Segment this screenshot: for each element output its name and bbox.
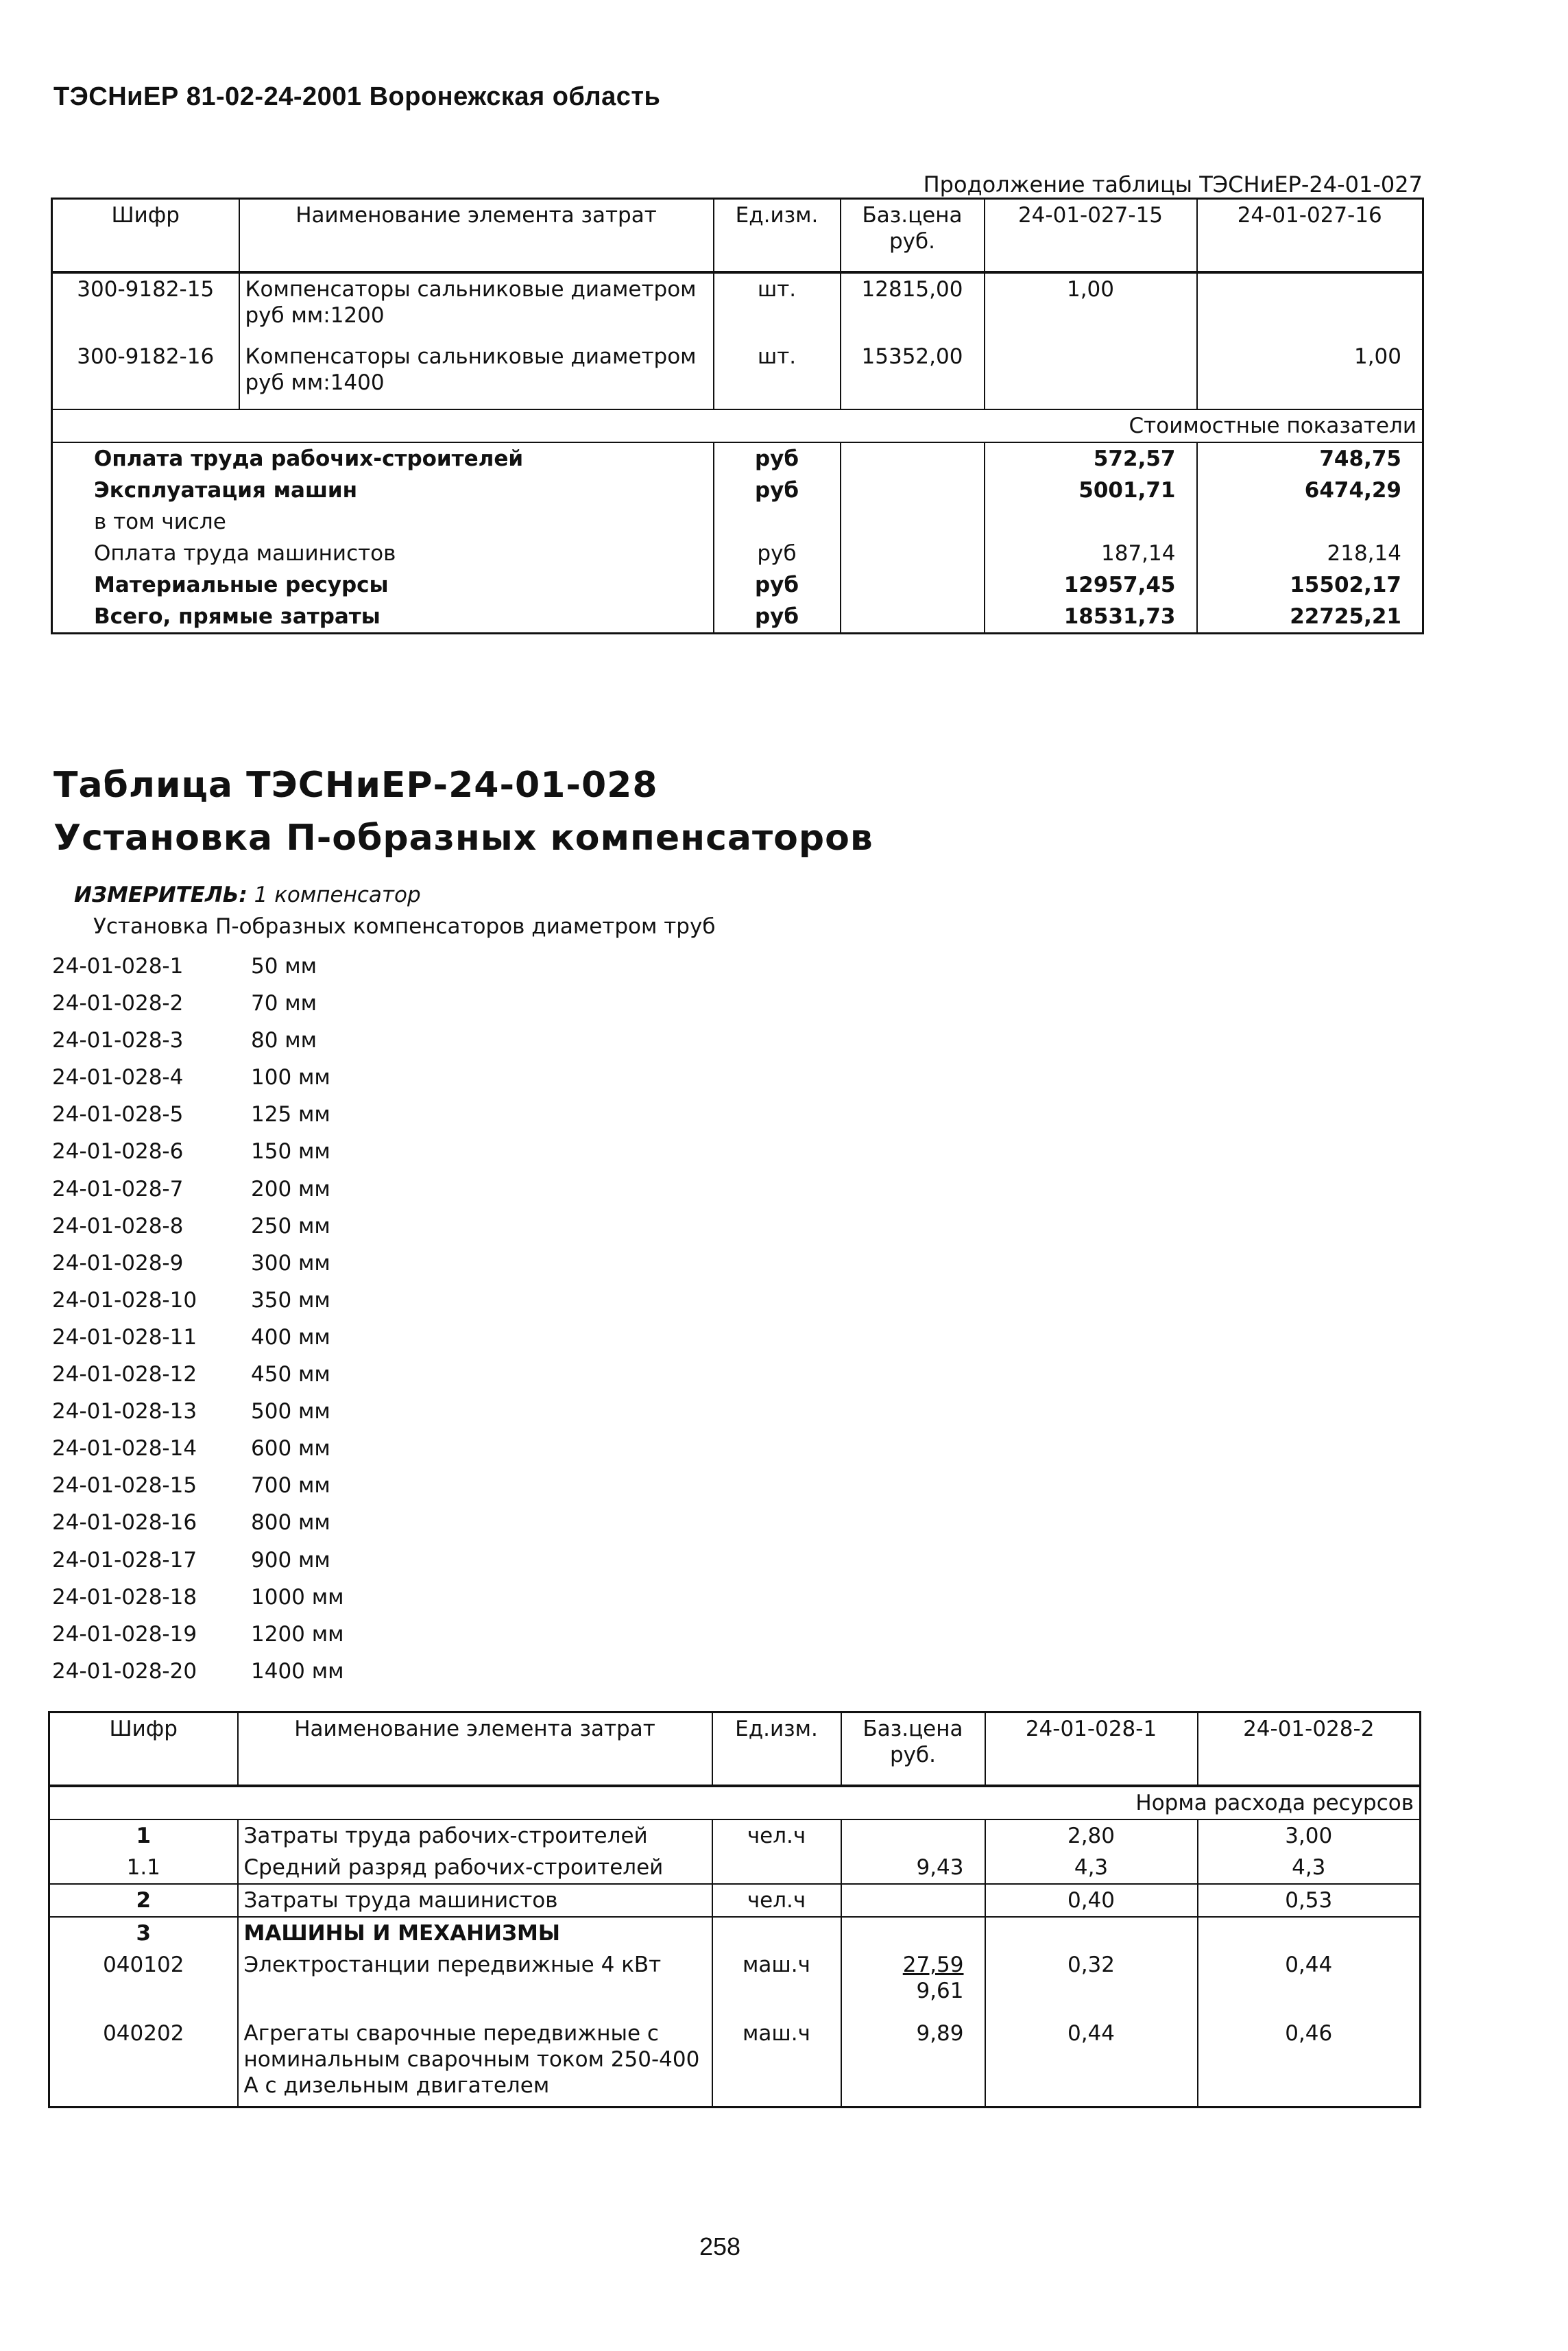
price-base: 27,59 <box>902 1953 964 1977</box>
cost-row <box>52 601 1423 634</box>
cost-value-1: 18531,73 <box>985 601 1197 634</box>
row-name: Агрегаты сварочные передвижные с номинальным сварочным током 250-400 А с дизельным двигателем <box>238 2018 712 2107</box>
cost-value-1: 572,57 <box>985 442 1197 475</box>
page-header: ТЭСНиЕР 81-02-24-2001 Воронежская область <box>53 82 661 111</box>
cost-value-1 <box>985 506 1197 538</box>
item-size: 600 мм <box>251 1436 330 1461</box>
list-item <box>52 1542 344 1579</box>
row-unit: чел.ч <box>712 1884 841 1917</box>
item-size: 500 мм <box>251 1399 330 1424</box>
cost-name: Всего, прямые затраты <box>94 604 381 629</box>
row-value-2: 4,3 <box>1198 1852 1421 1884</box>
list-item <box>52 1171 344 1208</box>
item-code: 24-01-028-18 <box>52 1584 197 1610</box>
row-price: 15352,00 <box>841 341 985 409</box>
cost-value-2 <box>1197 506 1423 538</box>
item-size: 450 мм <box>251 1362 330 1387</box>
row-unit <box>712 1917 841 1949</box>
row-code: 300-9182-16 <box>77 344 215 369</box>
row-name: Компенсаторы сальниковые диаметром руб мм:1400 <box>239 341 714 409</box>
item-size: 900 мм <box>251 1547 330 1573</box>
code-list <box>52 948 344 1690</box>
cost-unit <box>714 506 841 538</box>
item-code: 24-01-028-16 <box>52 1510 197 1536</box>
table-title: Таблица ТЭСНиЕР-24-01-028 <box>53 765 658 806</box>
row-code: 040102 <box>103 1953 184 1977</box>
item-size: 700 мм <box>251 1473 330 1499</box>
list-item <box>52 1653 344 1690</box>
row-name: Затраты труда рабочих-строителей <box>238 1819 712 1852</box>
column-header: Ед.изм. <box>714 199 841 273</box>
column-header: Наименование элемента затрат <box>239 199 714 273</box>
row-value-2 <box>1198 1917 1421 1949</box>
row-code: 300-9182-15 <box>77 277 215 302</box>
row-name: Средний разряд рабочих-строителей <box>238 1852 712 1884</box>
cost-unit: руб <box>714 475 841 506</box>
item-size: 150 мм <box>251 1139 330 1165</box>
row-price <box>841 1949 985 2018</box>
list-item <box>52 1022 344 1059</box>
row-price <box>841 1917 985 1949</box>
cost-value-1: 187,14 <box>985 538 1197 569</box>
list-item <box>52 1504 344 1541</box>
row-value-1 <box>985 1917 1198 1949</box>
cost-value-2: 15502,17 <box>1197 569 1423 601</box>
item-code: 24-01-028-15 <box>52 1473 197 1499</box>
item-size: 1000 мм <box>251 1584 344 1610</box>
item-size: 300 мм <box>251 1250 330 1276</box>
meter-label: ИЗМЕРИТЕЛЬ: <box>74 883 248 907</box>
row-price: 12815,00 <box>841 272 985 341</box>
item-code: 24-01-028-4 <box>52 1065 184 1090</box>
row-unit: маш.ч <box>712 2018 841 2107</box>
item-code: 24-01-028-17 <box>52 1547 197 1573</box>
list-item <box>52 1059 344 1096</box>
row-value-2 <box>1197 272 1423 341</box>
table-row <box>49 1949 1421 2018</box>
row-unit: шт. <box>714 272 841 341</box>
cost-value-1: 5001,71 <box>985 475 1197 506</box>
row-value-1: 0,32 <box>985 1949 1198 2018</box>
cost-caption: Стоимостные показатели <box>52 409 1423 442</box>
row-unit: шт. <box>714 341 841 409</box>
list-item <box>52 1208 344 1245</box>
row-value-2: 0,46 <box>1198 2018 1421 2107</box>
column-header: 24-01-028-1 <box>985 1712 1198 1787</box>
row-price <box>841 1884 985 1917</box>
row-price <box>841 1819 985 1852</box>
item-code: 24-01-028-10 <box>52 1287 197 1313</box>
cost-unit: руб <box>714 601 841 634</box>
row-value-2: 0,53 <box>1198 1884 1421 1917</box>
row-value-2: 3,00 <box>1198 1819 1421 1852</box>
item-size: 350 мм <box>251 1287 330 1313</box>
table-row <box>52 272 1423 341</box>
row-value-1: 0,44 <box>985 2018 1198 2107</box>
cost-row <box>52 569 1423 601</box>
row-value-2: 1,00 <box>1197 341 1423 409</box>
row-price: 9,43 <box>841 1852 985 1884</box>
item-code: 24-01-028-19 <box>52 1621 197 1647</box>
column-header: Шифр <box>49 1712 238 1787</box>
row-unit: чел.ч <box>712 1819 841 1852</box>
table-row <box>49 1917 1421 1949</box>
list-item <box>52 1096 344 1133</box>
item-code: 24-01-028-13 <box>52 1399 197 1424</box>
item-size: 1200 мм <box>251 1621 344 1647</box>
table-row <box>49 1819 1421 1852</box>
row-value-1 <box>985 341 1197 409</box>
item-size: 800 мм <box>251 1510 330 1536</box>
list-item <box>52 985 344 1022</box>
table-header-row <box>52 199 1423 273</box>
column-header: Баз.цена руб. <box>841 1712 985 1787</box>
cost-unit: руб <box>714 538 841 569</box>
norm-caption: Норма расхода ресурсов <box>49 1786 1421 1819</box>
list-item <box>52 1393 344 1430</box>
cost-caption-row <box>52 409 1423 442</box>
row-code: 3 <box>49 1917 238 1949</box>
page-number: 258 <box>699 2232 741 2260</box>
column-header: 24-01-027-16 <box>1197 199 1423 273</box>
item-size: 100 мм <box>251 1065 330 1090</box>
cost-table-027 <box>51 198 1424 634</box>
column-header: Ед.изм. <box>712 1712 841 1787</box>
cost-name: Оплата труда рабочих-строителей <box>94 446 524 471</box>
section-subtitle: Установка П-образных компенсаторов <box>53 818 873 859</box>
cost-value-2: 6474,29 <box>1197 475 1423 506</box>
cost-name: Материальные ресурсы <box>94 573 389 597</box>
list-item <box>52 1430 344 1467</box>
item-code: 24-01-028-9 <box>52 1250 184 1276</box>
row-name: Электростанции передвижные 4 кВт <box>238 1949 712 2018</box>
cost-name: Оплата труда машинистов <box>94 541 396 566</box>
list-item <box>52 1356 344 1393</box>
row-price: 9,89 <box>841 2018 985 2107</box>
list-item <box>52 1245 344 1282</box>
column-header: 24-01-027-15 <box>985 199 1197 273</box>
list-item <box>52 1282 344 1319</box>
item-code: 24-01-028-5 <box>52 1102 184 1127</box>
price-secondary: 9,61 <box>916 1979 964 2003</box>
table-row <box>52 341 1423 409</box>
column-header: 24-01-028-2 <box>1198 1712 1421 1787</box>
norm-caption-row <box>49 1786 1421 1819</box>
cost-row <box>52 538 1423 569</box>
list-item <box>52 1467 344 1504</box>
column-header: Баз.цена руб. <box>841 199 985 273</box>
row-name: Компенсаторы сальниковые диаметром руб мм:1200 <box>239 272 714 341</box>
norm-table-028 <box>48 1711 1421 2108</box>
row-code: 1.1 <box>126 1855 160 1880</box>
list-item <box>52 1579 344 1616</box>
item-size: 50 мм <box>251 954 317 979</box>
row-unit <box>712 1852 841 1884</box>
cost-row <box>52 442 1423 475</box>
row-name: Затраты труда машинистов <box>238 1884 712 1917</box>
item-code: 24-01-028-12 <box>52 1362 197 1387</box>
cost-unit: руб <box>714 442 841 475</box>
cost-value-1: 12957,45 <box>985 569 1197 601</box>
table-row <box>49 1884 1421 1917</box>
column-header: Шифр <box>52 199 239 273</box>
cost-name: в том числе <box>94 510 226 534</box>
item-code: 24-01-028-8 <box>52 1213 184 1239</box>
item-size: 125 мм <box>251 1102 330 1127</box>
row-code: 040202 <box>103 2021 184 2046</box>
list-item <box>52 1133 344 1170</box>
item-size: 80 мм <box>251 1028 317 1053</box>
cost-value-2: 748,75 <box>1197 442 1423 475</box>
cost-value-2: 218,14 <box>1197 538 1423 569</box>
list-item <box>52 1616 344 1653</box>
item-code: 24-01-028-20 <box>52 1658 197 1684</box>
row-value-2: 0,44 <box>1198 1949 1421 2018</box>
item-code: 24-01-028-11 <box>52 1324 197 1350</box>
list-item <box>52 1319 344 1356</box>
table-continuation-note: Продолжение таблицы ТЭСНиЕР-24-01-027 <box>923 171 1423 198</box>
column-header: Наименование элемента затрат <box>238 1712 712 1787</box>
table-row <box>49 1852 1421 1884</box>
item-size: 250 мм <box>251 1213 330 1239</box>
item-code: 24-01-028-6 <box>52 1139 184 1165</box>
row-value-1: 1,00 <box>985 272 1197 341</box>
table-header-row <box>49 1712 1421 1787</box>
row-value-1: 0,40 <box>985 1884 1198 1917</box>
cost-row <box>52 506 1423 538</box>
item-size: 400 мм <box>251 1324 330 1350</box>
cost-name: Эксплуатация машин <box>94 478 358 503</box>
cost-value-2: 22725,21 <box>1197 601 1423 634</box>
cost-row <box>52 475 1423 506</box>
item-code: 24-01-028-7 <box>52 1176 184 1202</box>
table-row <box>49 2018 1421 2107</box>
cost-unit: руб <box>714 569 841 601</box>
row-unit: маш.ч <box>712 1949 841 2018</box>
row-value-1: 2,80 <box>985 1819 1198 1852</box>
item-code: 24-01-028-2 <box>52 991 184 1016</box>
item-size: 200 мм <box>251 1176 330 1202</box>
item-code: 24-01-028-14 <box>52 1436 197 1461</box>
item-code: 24-01-028-3 <box>52 1028 184 1053</box>
list-item <box>52 948 344 985</box>
meter-value: 1 компенсатор <box>254 883 421 907</box>
item-size: 70 мм <box>251 991 317 1016</box>
row-code: 1 <box>136 1824 152 1848</box>
row-value-1: 4,3 <box>985 1852 1198 1884</box>
row-name: МАШИНЫ И МЕХАНИЗМЫ <box>238 1917 712 1949</box>
item-size: 1400 мм <box>251 1658 344 1684</box>
item-code: 24-01-028-1 <box>52 954 184 979</box>
row-code: 2 <box>49 1884 238 1917</box>
meter-line <box>74 883 421 907</box>
intro-text: Установка П-образных компенсаторов диаметром труб <box>93 914 716 939</box>
